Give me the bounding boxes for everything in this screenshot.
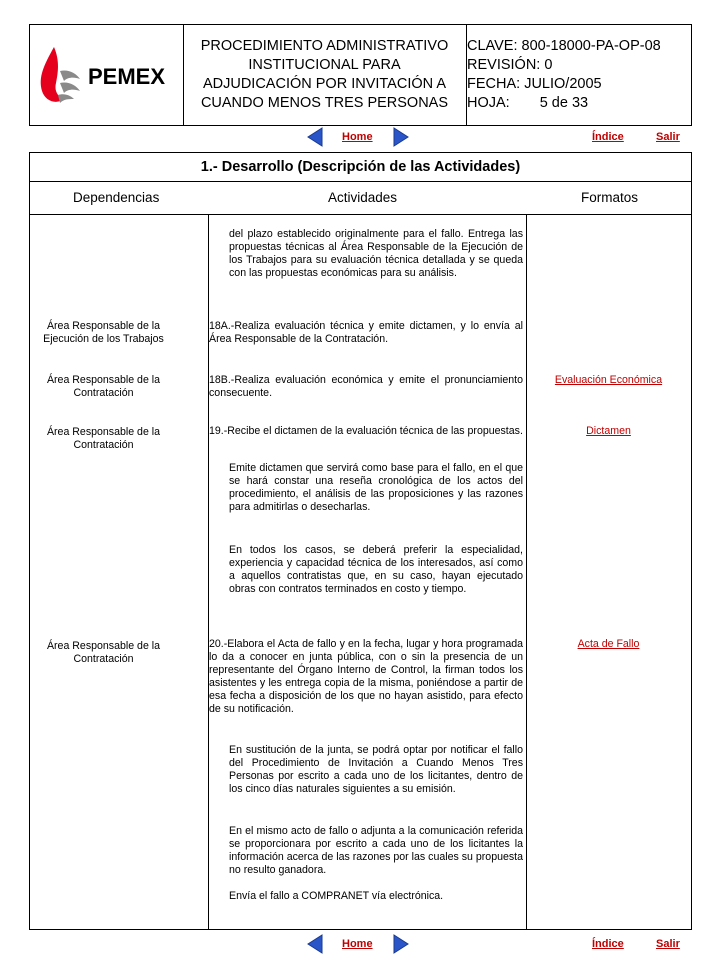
procedure-title xyxy=(183,25,467,125)
column-headers xyxy=(30,182,691,215)
col-formatos: Formatos xyxy=(581,190,639,205)
activity-text: 20.-Elabora el Acta de fallo y en la fecha, lugar y hora programada lo da a conocer en junta pública, con o sin la presencia de un representante del Órgano Interno de Control, la firman todos los asistentes y les entrega copia de la misma, poniéndose a partir de esa fecha a disposición de los que no hayan asistido, para efecto de su notificación. xyxy=(209,638,523,716)
activity-text: En el mismo acto de fallo o adjunta a la comunicación referida se proporcionara por escrito a cada uno de los licitantes la información acerca de las razones por las cuales su propuesta no resulto ganadora. xyxy=(229,825,523,877)
indice-link[interactable]: Índice xyxy=(592,131,624,143)
activity-text: del plazo establecido originalmente para el fallo. Entrega las propuestas técnicas al Área Responsable de la Ejecución de los Trabajos para su evaluación técnica detallada y se queda con las propuestas económicas para su análisis. xyxy=(229,228,523,280)
clave-text: CLAVE: 800-18000-PA-OP-08 xyxy=(467,38,661,54)
pemex-logo xyxy=(30,25,183,125)
activity-text: En todos los casos, se deberá preferir la especialidad, experiencia y capacidad técnica de los interesados, así como a aquellos contratistas que, en su caso, hayan ejecutado obras con contratos terminados en costo y tiempo. xyxy=(229,544,523,596)
title-line: ADJUDICACIÓN POR INVITACIÓN A xyxy=(202,76,447,92)
column-divider xyxy=(526,215,527,929)
document-meta xyxy=(467,37,661,113)
col-dependencias: Dependencias xyxy=(73,190,160,205)
activity-text: 19.-Recibe el dictamen de la evaluación técnica de las propuestas. xyxy=(209,425,523,437)
dependency-text: Área Responsable de la Contratación xyxy=(46,374,161,399)
dependency-text: Área Responsable de la Contratación xyxy=(46,426,161,451)
activity-text: En sustitución de la junta, se podrá optar por notificar el fallo del Procedimiento de Invitación a Cuando Menos Tres Personas por escrito a cada uno de los licitantes, dentro de los cinco días naturales siguientes a su emisión. xyxy=(229,744,523,796)
document-header xyxy=(29,24,692,126)
activity-text: 18B.-Realiza evaluación económica y emite el pronunciamiento consecuente. xyxy=(209,374,523,400)
format-link[interactable]: Evaluación Económica xyxy=(554,374,663,386)
fecha-text: FECHA: JULIO/2005 xyxy=(467,76,602,92)
prev-arrow-icon[interactable] xyxy=(307,127,323,147)
format-link[interactable]: Acta de Fallo xyxy=(577,638,640,650)
home-link[interactable]: Home xyxy=(342,131,373,143)
title-line: PROCEDIMIENTO ADMINISTRATIVO xyxy=(200,38,449,54)
revision-text: REVISIÓN: 0 xyxy=(467,57,553,73)
dependency-text: Área Responsable de la Ejecución de los Trabajos xyxy=(43,320,164,345)
title-line: INSTITUCIONAL PARA xyxy=(248,57,401,73)
next-arrow-icon[interactable] xyxy=(393,127,409,147)
home-link[interactable]: Home xyxy=(342,938,373,950)
salir-link[interactable]: Salir xyxy=(656,131,680,143)
next-arrow-icon[interactable] xyxy=(393,934,409,954)
salir-link[interactable]: Salir xyxy=(656,938,680,950)
hoja-value: 5 de 33 xyxy=(539,95,589,111)
hoja-label: HOJA: xyxy=(467,95,510,111)
dependency-text: Área Responsable de la Contratación xyxy=(46,640,161,665)
activity-text: Emite dictamen que servirá como base para el fallo, en el que se hará constar una reseña cronológica de los actos del procedimiento, el análisis de las proposiciones y las razones para admitirlas o desecharlas. xyxy=(229,462,523,514)
section-title: 1.- Desarrollo (Descripción de las Actividades) xyxy=(30,153,691,182)
title-line: CUANDO MENOS TRES PERSONAS xyxy=(200,95,449,111)
activity-text: Envía el fallo a COMPRANET vía electrónica. xyxy=(229,890,444,902)
col-actividades: Actividades xyxy=(328,190,398,205)
format-link[interactable]: Dictamen xyxy=(586,425,631,437)
indice-link[interactable]: Índice xyxy=(592,938,624,950)
logo-cell xyxy=(30,25,184,125)
activity-text: 18A.-Realiza evaluación técnica y emite dictamen, y lo envía al Área Responsable de la Contratación. xyxy=(209,320,523,346)
prev-arrow-icon[interactable] xyxy=(307,934,323,954)
hoja-text xyxy=(467,94,661,113)
pemex-wordmark: PEMEX xyxy=(88,64,166,89)
